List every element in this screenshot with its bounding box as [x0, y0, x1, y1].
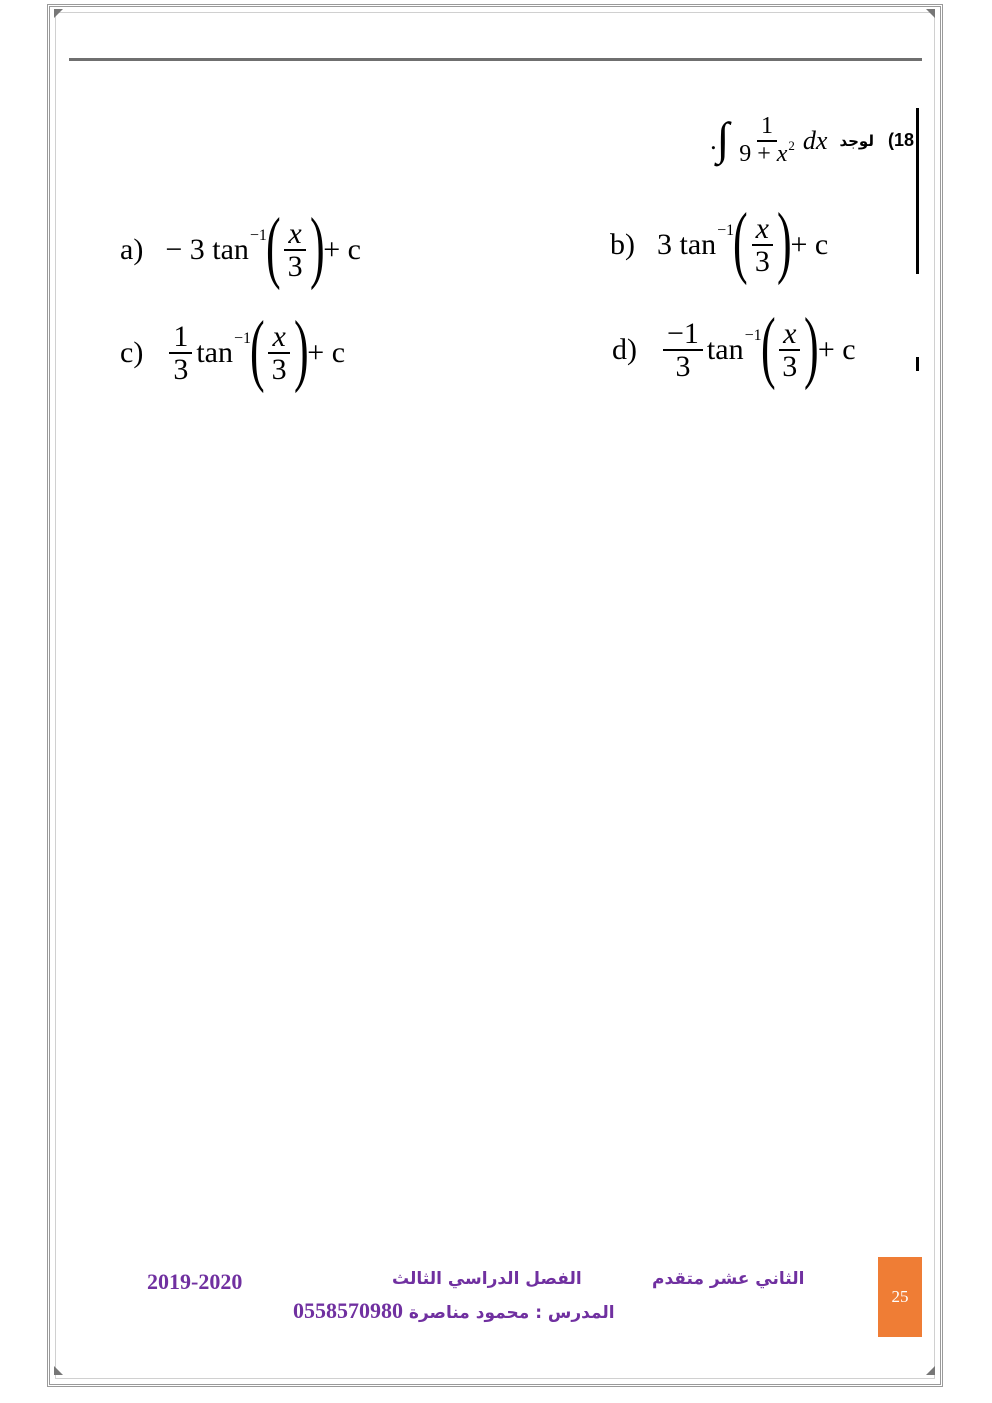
right-paren: ) — [293, 306, 309, 394]
option-a-frac-den: 3 — [287, 250, 303, 283]
header-rule — [69, 58, 922, 61]
option-b-tail: + c — [790, 228, 829, 261]
corner-ornament-bottom-right — [926, 1366, 935, 1375]
option-d-coef-fraction — [663, 318, 703, 383]
footer-term: الفصل الدراسي الثالث — [392, 1269, 582, 1289]
corner-ornament-top-right — [926, 9, 935, 18]
option-a[interactable] — [120, 203, 361, 291]
option-c[interactable] — [120, 306, 346, 394]
option-d-coef-num: −1 — [663, 318, 703, 352]
integrand-denominator — [735, 137, 799, 167]
denominator-exponent: 2 — [788, 137, 795, 153]
denominator-constant: 9 + — [739, 140, 777, 167]
integral-sign: ∫ — [716, 113, 730, 164]
option-c-coef-fraction — [169, 321, 192, 386]
option-d-coef-den: 3 — [675, 350, 691, 383]
question-side-tick — [916, 357, 919, 371]
option-d[interactable] — [612, 303, 856, 391]
option-c-frac-den: 3 — [271, 353, 287, 386]
left-paren: ( — [760, 303, 776, 391]
lead-dot: . — [710, 125, 717, 155]
question-18 — [710, 114, 914, 167]
corner-ornament-bottom-left — [54, 1366, 63, 1375]
option-a-label: a) — [120, 233, 144, 266]
option-a-fraction — [284, 218, 307, 283]
option-c-exponent: −1 — [233, 330, 251, 347]
left-paren: ( — [733, 198, 748, 286]
option-d-frac-den: 3 — [782, 350, 798, 383]
option-c-function: tan — [196, 336, 233, 369]
teacher-phone: 0558570980 — [293, 1298, 403, 1323]
option-b-exponent: −1 — [717, 222, 735, 239]
right-paren: ) — [309, 203, 325, 291]
option-c-fraction — [268, 321, 291, 386]
option-d-tail: + c — [817, 333, 856, 366]
right-paren: ) — [776, 198, 792, 286]
option-d-function: tan — [706, 333, 744, 366]
integrand-numerator: 1 — [757, 114, 777, 141]
corner-ornament-top-left — [54, 9, 63, 18]
option-c-coef-num: 1 — [169, 321, 192, 355]
footer-grade: الثاني عشر متقدم — [652, 1269, 805, 1289]
question-side-bar — [916, 108, 919, 274]
page-number: 25 — [891, 1287, 909, 1306]
denominator-variable: x — [776, 140, 788, 167]
option-b[interactable] — [610, 198, 829, 286]
option-d-label: d) — [612, 333, 637, 366]
option-b-frac-num: x — [752, 213, 773, 247]
footer-year: 2019-2020 — [147, 1269, 243, 1294]
question-verb: لوجد — [839, 131, 874, 150]
option-c-coef-den: 3 — [173, 353, 189, 386]
option-a-coef: − 3 tan — [165, 233, 249, 266]
differential: dx — [802, 125, 828, 155]
left-paren: ( — [265, 203, 281, 291]
integrand-fraction — [735, 114, 799, 166]
option-c-frac-num: x — [268, 321, 289, 355]
option-a-exponent: −1 — [249, 227, 267, 244]
option-a-tail: + c — [323, 233, 361, 266]
option-b-label: b) — [610, 228, 635, 261]
page-number-badge — [878, 1257, 922, 1337]
option-d-fraction — [778, 318, 801, 383]
option-d-exponent: −1 — [744, 327, 762, 344]
teacher-name: المدرس : محمود مناصرة — [408, 1303, 615, 1323]
left-paren: ( — [249, 306, 265, 394]
option-c-tail: + c — [307, 336, 346, 369]
footer-teacher — [293, 1298, 615, 1324]
right-paren: ) — [804, 303, 819, 391]
question-number: 18) — [887, 130, 914, 150]
option-b-fraction — [751, 213, 774, 278]
option-c-label: c) — [120, 336, 144, 369]
option-b-coef: 3 tan — [657, 228, 717, 261]
option-a-frac-num: x — [284, 218, 305, 252]
option-b-frac-den: 3 — [754, 245, 770, 278]
option-d-frac-num: x — [779, 318, 800, 352]
